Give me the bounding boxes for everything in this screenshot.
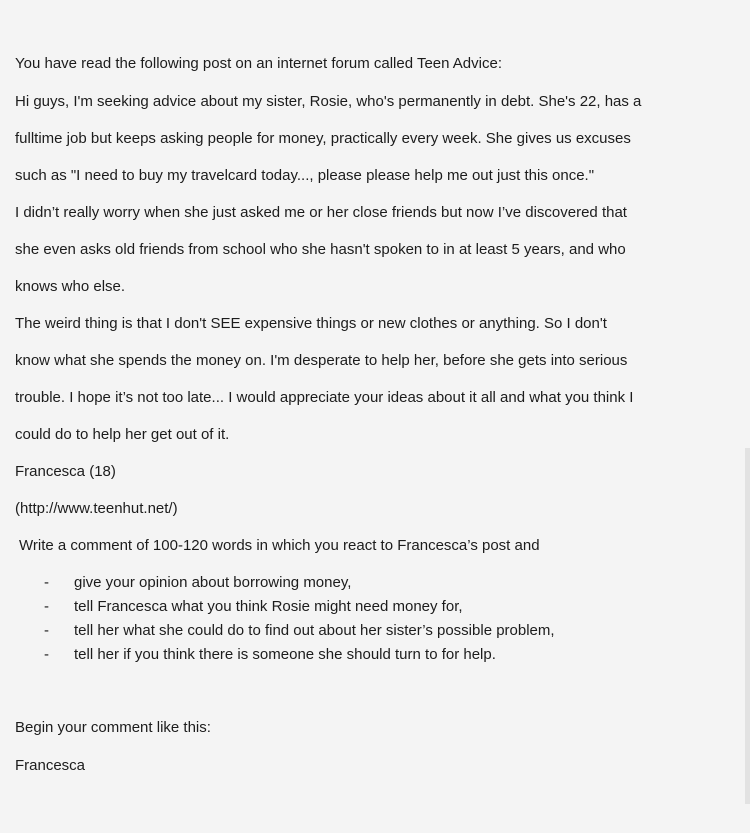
- post-signature: Francesca (18): [15, 463, 116, 480]
- post-line: fulltime job but keeps asking people for money, practically every week. She gives us excuses: [15, 130, 631, 147]
- post-line: The weird thing is that I don't SEE expensive things or new clothes or anything. So I don't: [15, 315, 607, 332]
- task-bullet: [44, 621, 555, 641]
- post-line: Hi guys, I'm seeking advice about my sister, Rosie, who's permanently in debt. She's 22, has a: [15, 93, 642, 110]
- post-line: she even asks old friends from school who she hasn't spoken to in at least 5 years, and who: [15, 241, 626, 258]
- post-line: such as "I need to buy my travelcard today..., please please help me out just this once.": [15, 167, 595, 184]
- bullet-marker: -: [44, 622, 49, 639]
- bullet-marker: -: [44, 574, 49, 591]
- post-line: could do to help her get out of it.: [15, 426, 230, 443]
- post-line: knows who else.: [15, 278, 126, 295]
- bullet-text: give your opinion about borrowing money,: [74, 574, 352, 591]
- begin-instruction: Begin your comment like this:: [15, 719, 211, 736]
- task-bullet: [44, 597, 463, 617]
- source-url: (http://www.teenhut.net/): [15, 500, 178, 517]
- post-line: I didn’t really worry when she just asked me or her close friends but now I’ve discovered that: [15, 204, 627, 221]
- intro-text: You have read the following post on an internet forum called Teen Advice:: [15, 55, 502, 72]
- task-bullet: [44, 645, 496, 665]
- post-line: know what she spends the money on. I'm desperate to help her, before she gets into serious: [15, 352, 628, 369]
- bullet-text: tell her what she could do to find out about her sister’s possible problem,: [74, 622, 555, 639]
- post-line: trouble. I hope it’s not too late... I would appreciate your ideas about it all and what you think I: [15, 389, 634, 406]
- task-bullet: [44, 573, 351, 593]
- task-instruction: Write a comment of 100-120 words in which you react to Francesca’s post and: [19, 537, 540, 554]
- bullet-text: tell Francesca what you think Rosie might need money for,: [74, 598, 463, 615]
- salutation: Francesca: [15, 757, 86, 774]
- bullet-marker: -: [44, 646, 49, 663]
- bullet-marker: -: [44, 598, 49, 615]
- page-edge-shadow: [745, 448, 750, 804]
- bullet-text: tell her if you think there is someone she should turn to for help.: [74, 646, 496, 663]
